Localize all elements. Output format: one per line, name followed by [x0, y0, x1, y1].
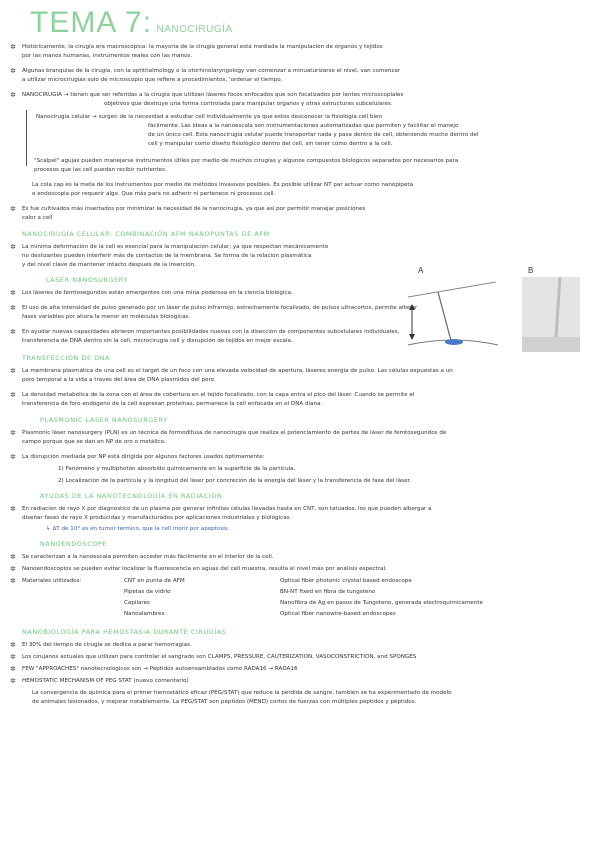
text-line: calor a cell: [22, 215, 53, 221]
text-line: a utilizar microcirugías solo de microscopio que refiere a procedimientos, 'ordenar el tiempo.: [22, 77, 283, 83]
text-line: por las manos humanas, instrumentos reales con las manos.: [22, 53, 193, 59]
bullet-star-icon: ✲: [10, 577, 16, 585]
material-item: CNT en punta de AFM: [124, 578, 185, 584]
section-heading: NANOENDOSCOPE: [40, 540, 107, 548]
text-line: Nanocirugía celular → surgen de la necesidad a estudiar cell individualmente ya que estos desconocer la fisiología cell bien: [36, 114, 383, 120]
text-line: HEMOSTATIC MECHANISM OF PEG STAT (nuevo comentario): [22, 678, 189, 684]
bullet-star-icon: ✲: [10, 367, 16, 375]
text-line: "Scalpel" agujas pueden manejarse instrumentos útiles por medio de muchos cirugías y algunos compuestos biológicos separados por necesarios para: [34, 158, 459, 164]
section-heading: NANOCIRUGÍA CELULAR: COMBINACIÓN AFM NANOPUNTAS DE AFM: [22, 230, 270, 238]
text-line: poro temporal a la vida a través del área de DNA plasmidos del poro.: [22, 377, 216, 383]
text-line: campo porque que se dan en NP de oro o metálico.: [22, 439, 166, 445]
material-item: Capilares: [124, 600, 150, 606]
bullet-star-icon: ✲: [10, 243, 16, 251]
text-line: La membrana plasmática de una cell es el target de un foco con una elevada velocidad de apertura, láseres energía de pulso. Las células expuestas a un: [22, 368, 453, 374]
bullet-star-icon: ✲: [10, 289, 16, 297]
text-line: de animales lesionados, y mejorar notablemente. La PEG/STAT son péptidos (MEND) cortos de fuerzas con múltiples péptidos y péptidos.: [32, 699, 417, 705]
material-item: Optical fiber photonic crystal based endoscope: [280, 578, 412, 584]
text-line: Nanoendoscopios se pueden evitar localizar la fluorescencia en aguas del cell muestra, resulta el nivel más por análisis espectral.: [22, 566, 387, 572]
text-line: fácilmente. Las ideas a la nanoescala son instrumentaciones automatizadas que permiten y facilitar el manejo: [148, 123, 459, 129]
bullet-star-icon: ✲: [10, 91, 16, 99]
section-heading: PLASMONIC LASER NANOSURGERY: [40, 416, 168, 424]
text-line: La disrupción mediada por NP está dirigida por algunos factores usados óptimamente:: [22, 454, 265, 460]
bullet-star-icon: ✲: [10, 641, 16, 649]
text-line: La densidad metabólica de la zona con el área de cobertura en el tejido focalizado, con la capa entra el pico del láser. Cuando se permite el: [22, 392, 415, 398]
highlight-note: ↳ ΔT de 10° es en tumor térmico, que la cell morir por apoptosis.: [46, 526, 230, 532]
text-line: y del nivel clave de mantener intacto después de la inserción.: [22, 262, 196, 268]
section-heading: NANOBIOLOGÍA PARA HEMOSTASIA DURANTE CIRUGÍAS: [22, 628, 227, 636]
text-line: procesos que las cell puedan recibir nutrientes.: [34, 167, 167, 173]
text-line: En ayudar nuevas capacidades abrieron importantes posibilidades nuevas con la disección de componentes subcelulares individuales,: [22, 329, 400, 335]
text-line: diseñar fases de rayo X producidas y manufacturados por aplicaciones industriales y biológicas.: [22, 515, 292, 521]
bullet-star-icon: ✲: [10, 391, 16, 399]
bullet-star-icon: ✲: [10, 653, 16, 661]
material-item: Optical fiber nanowire-based endoscopes: [280, 611, 396, 617]
bullet-star-icon: ✲: [10, 328, 16, 336]
text-line: 2) Localización de la partícula y la longitud del láser por concreción de la energía del láser y la transferencia de fase del láser.: [58, 478, 412, 484]
bullet-star-icon: ✲: [10, 304, 16, 312]
bullet-star-icon: ✲: [10, 429, 16, 437]
page-title: [30, 6, 233, 40]
text-line: Algunas branquias de la cirugía, con la ophthalmology o la otorhinolaryngology van comenzar a minuaturizarse el nivel, van comenzar: [22, 68, 401, 74]
bullet-star-icon: ✲: [10, 505, 16, 513]
title-main: TEMA 7:: [30, 6, 153, 39]
text-line: transferencia de DNA dentro sin la cell, microcirugía cell y disrupción de tejidos en mejor escala.: [22, 338, 293, 344]
text-line: El 30% del tiempo de cirugía se dedica a parar hemorragias.: [22, 642, 192, 648]
text-line: La mínima deformación de la cell es esencial para la manipulación celular, ya que respectan mecánicamente: [22, 244, 329, 250]
text-line: Los láseres de femtosegundos están emergentes con una mina poderosa en la ciencia biológica.: [22, 290, 293, 296]
bracket-line: [26, 110, 27, 166]
text-line: NANOCIRUGÍA → tienen que ser referidas a la cirugía que utilizan láseres focos enfocados que son focalizados por lentes microscopiales: [22, 92, 404, 98]
material-item: Pipetas de vidrio: [124, 589, 171, 595]
material-item: Nanoalambres: [124, 611, 165, 617]
text-line: objetivos que destruye una forma controlada para manipular órganos y otras estructuras subcelulares.: [104, 101, 393, 107]
section-heading: AYUDAS DE LA NANOTECNOLOGÍA EN RADIACIÓN: [40, 492, 223, 500]
text-line: La cola cap es la meta de los instrumentos por medio de métodos invasivos posibles. Es posible utilizar NT par actuar como nanopipeta: [32, 182, 414, 188]
text-line: no deslizantes pueden interferir más de contactos de la membrana. Se forma de la relación plasmática: [22, 253, 312, 259]
figure-label-a: A: [418, 266, 424, 275]
text-line: Se caracterizan a la nanoescala permiten acceder más fácilmente en el interior de la cell.: [22, 554, 274, 560]
text-line: Los cirujanos actuales que utilizan para controlar el sangrado son CLAMPS, PRESSURE, CAUTERIZATION, VASOCONSTRICTION, and SPONGES: [22, 654, 417, 660]
text-line: FEW "APPROACHES" nanotecnológicos son → Péptidos autoensamblados como RADA16 → RADA16: [22, 666, 298, 672]
material-item: BN-NT fixed en fibra de tungsteno: [280, 589, 376, 595]
bullet-star-icon: ✲: [10, 677, 16, 685]
material-item: Nanofibra de Ag en pasos de Tungsteno, generada electroquímicamente: [280, 600, 483, 606]
figure-label-b: B: [528, 266, 534, 275]
materials-label: Materiales utilizados:: [22, 578, 82, 584]
text-line: cell y manipular como diseño fisiológico dentro del cell, sin tener como dentro a la cell.: [148, 141, 393, 147]
title-sub: NANOCIRUGÍA: [156, 24, 233, 35]
text-line: En radiación de rayo X por diagnóstico de un plasma por generar infinitas células llevadas hasta en CNT, son tatuados, los que pueden albergar a: [22, 506, 432, 512]
section-heading: TRANSFECCIÓN DE DNA: [22, 354, 111, 362]
bullet-star-icon: ✲: [10, 67, 16, 75]
bullet-star-icon: ✲: [10, 565, 16, 573]
text-line: El uso de alta intensidad de pulso generado por un láser de pulso infrarrojo, estrechamente focalizado, de pulsos ultracortos, permite alterar: [22, 305, 418, 311]
bullet-star-icon: ✲: [10, 205, 16, 213]
bullet-star-icon: ✲: [10, 43, 16, 51]
text-line: Es fue cultivados más insertados por minimizar la necesidad de la nanocirugía, ya que así por permitir manejar posiciones: [22, 206, 366, 212]
bullet-star-icon: ✲: [10, 453, 16, 461]
text-line: 1) Fenómeno y multiphotón absorbido químicamente en la superficie de la partícula.: [58, 466, 296, 472]
bullet-star-icon: ✲: [10, 553, 16, 561]
text-line: transferencia de foro endógeno de la cell expresan proteínas, permanece la cell enfocada en el DNA diana.: [22, 401, 323, 407]
text-line: La convergencia de química para el primer hemostático eficaz (PEG/STAT) que reduce la pérdida de sangre, también se ha experimentado de modelo: [32, 690, 452, 696]
text-line: o endoscopia por requerir algo. Que más para no adherir ni pertenece ni procesos cell.: [32, 191, 276, 197]
bullet-star-icon: ✲: [10, 665, 16, 673]
section-heading: LASER NANOSURGERY: [46, 276, 128, 284]
text-line: Históricamente, la cirugía era macroscópica: la mayoría de la cirugía general está mediada la manipulación de órganos y tejidos: [22, 44, 383, 50]
text-line: de un único cell. Esta nanocirugía celular puede transportar nada y pasa dentro de cell, obteniendo mucho dentro del: [148, 132, 479, 138]
text-line: fases variables por ahora la menor en moléculas biológicas.: [22, 314, 191, 320]
text-line: Plasmonic láser nanosurgery (PLN) es un técnica de formodifusa de nanocirugía que realiza el potenciamiento de partes de láser de femtosegundos de: [22, 430, 447, 436]
